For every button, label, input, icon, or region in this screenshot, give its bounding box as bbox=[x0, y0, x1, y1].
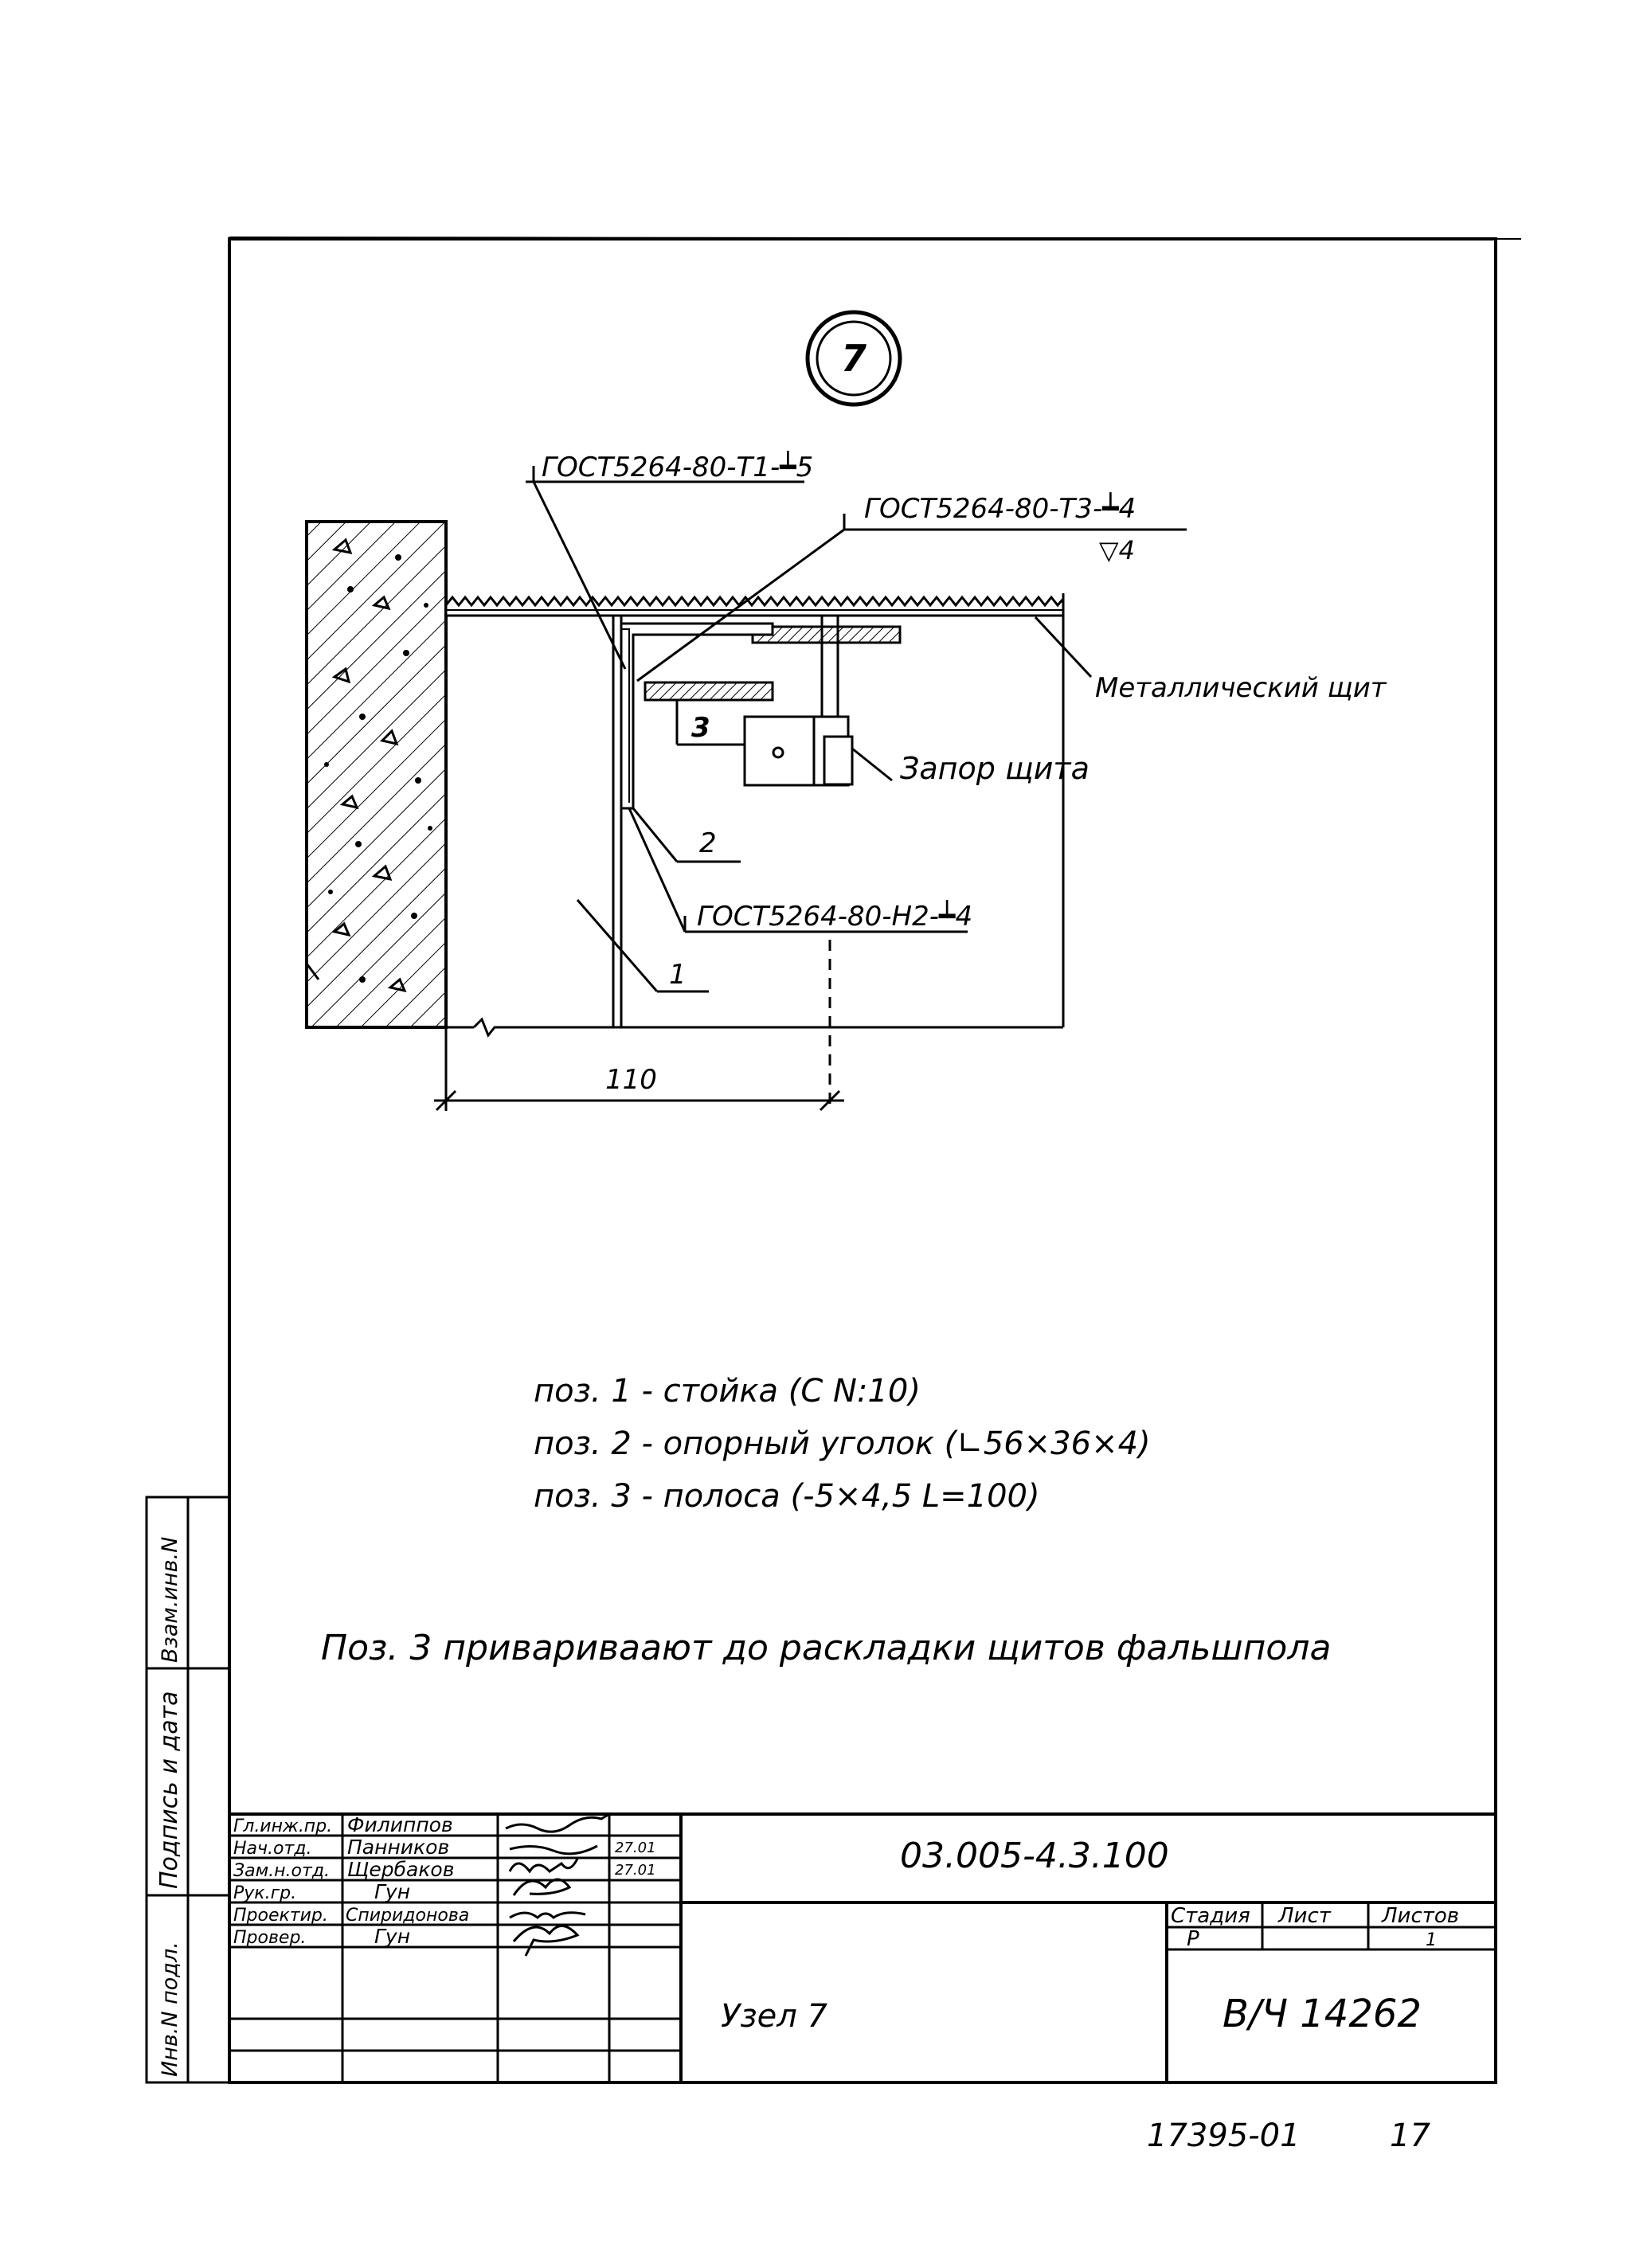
sheets-header: Листов bbox=[1382, 1904, 1460, 1928]
dimension-label: 110 bbox=[605, 1064, 657, 1096]
node-number-bubble bbox=[808, 312, 900, 405]
sheet-header: Лист bbox=[1278, 1904, 1331, 1928]
position-3-text: поз. 3 - полоса (-5×4,5 L=100) bbox=[534, 1478, 1040, 1515]
name-cell: Гун bbox=[374, 1880, 411, 1903]
role-cell: Провер. bbox=[233, 1928, 307, 1948]
pos2-label: 2 bbox=[699, 827, 717, 859]
name-cell: Филиппов bbox=[347, 1813, 453, 1836]
position-2-text: поз. 2 - опорный уголок (∟56×36×4) bbox=[534, 1425, 1151, 1462]
weld-t1-label: ГОСТ5264-80-Т1-┷5 bbox=[542, 452, 814, 483]
pos1-leader bbox=[577, 900, 709, 991]
weld-h2-label: ГОСТ5264-80-Н2-┷4 bbox=[697, 901, 973, 933]
date-cell: 27.01 bbox=[615, 1862, 656, 1879]
pos1-label: 1 bbox=[669, 959, 687, 991]
role-cell: Проектир. bbox=[233, 1906, 328, 1926]
metal-shield-label: Металлический щит bbox=[1095, 672, 1387, 704]
shield-lock-leader bbox=[852, 749, 892, 780]
side-stamp-inv-sub: Инв.N подл. bbox=[158, 1941, 182, 2077]
drawing-title: Узел 7 bbox=[721, 1998, 827, 2035]
side-stamp-sign-date: Подпись и дата bbox=[155, 1691, 183, 1889]
name-cell: Гун bbox=[374, 1925, 411, 1948]
name-cell: Панников bbox=[347, 1836, 450, 1859]
role-cell: Нач.отд. bbox=[233, 1839, 312, 1859]
sheets-value: 1 bbox=[1426, 1930, 1437, 1950]
name-cell: Щербаков bbox=[347, 1858, 455, 1881]
floor-structure bbox=[446, 593, 1063, 1035]
stage-value: Р bbox=[1187, 1927, 1199, 1951]
role-cell: Зам.н.отд. bbox=[233, 1861, 331, 1881]
deck-strip bbox=[753, 627, 900, 643]
doc-code: 03.005-4.3.100 bbox=[900, 1836, 1169, 1876]
shield-lock-label: Запор щита bbox=[900, 751, 1090, 786]
title-block-roles bbox=[233, 1816, 332, 1948]
title-block-names bbox=[346, 1813, 469, 1948]
node-number: 7 bbox=[840, 337, 867, 380]
organization: В/Ч 14262 bbox=[1223, 1992, 1422, 2036]
name-cell: Спиридонова bbox=[346, 1906, 470, 1926]
strip-pos3 bbox=[645, 682, 773, 700]
footer-code: 17395-01 bbox=[1147, 2117, 1301, 2154]
weld-t3-label: ГОСТ5264-80-Т3-┷4 bbox=[864, 493, 1136, 525]
stage-header: Стадия bbox=[1171, 1904, 1250, 1928]
metal-shield-deck bbox=[446, 597, 1063, 616]
pos3-label: 3 bbox=[691, 712, 710, 744]
concrete-wall bbox=[307, 522, 446, 1027]
weld-t3-sub: ▽4 bbox=[1099, 535, 1135, 565]
footer-page: 17 bbox=[1390, 2117, 1430, 2154]
installation-note: Поз. 3 привариваают до раскладки щитов фальшпола bbox=[321, 1628, 1332, 1668]
pos3-callout bbox=[677, 700, 745, 745]
role-cell: Гл.инж.пр. bbox=[233, 1816, 333, 1836]
position-1-text: поз. 1 - стойка (С N:10) bbox=[534, 1373, 921, 1410]
role-cell: Рук.гр. bbox=[233, 1883, 297, 1903]
date-cell: 27.01 bbox=[615, 1840, 656, 1856]
side-stamp-vzam-inv: Взам.инв.N bbox=[158, 1536, 182, 1663]
